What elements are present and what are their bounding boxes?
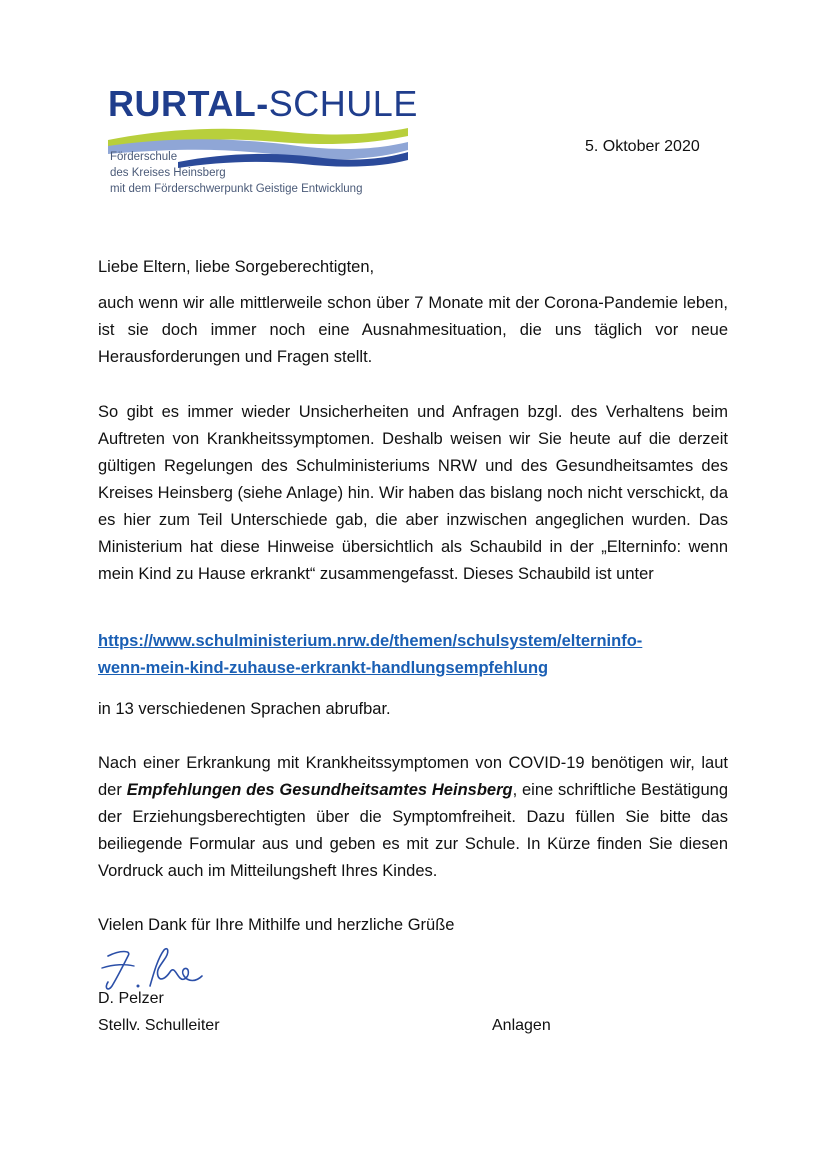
paragraph-confirmation-part-2: , eine schriftliche Bestätigung der Erziehungsberechtigten über die Symptomfreiheit. Dazu füllen Sie bitte das beiliegende Formular aus und geben es mit zur Schule. In Kürze finden Sie diesen Vordruck auch im Mitteilungsheft Ihres Kindes.: [98, 781, 728, 880]
salutation: Liebe Eltern, liebe Sorgeberechtigten,: [98, 258, 375, 276]
logo-subtitle-line-2: des Kreises Heinsberg: [110, 167, 226, 179]
ministry-link-line-1[interactable]: https://www.schulministerium.nrw.de/themen/schulsystem/elterninfo-: [98, 632, 643, 650]
school-logo: [108, 84, 418, 204]
signer-role: Stellv. Schulleiter: [98, 1017, 220, 1034]
attachments-label: Anlagen: [492, 1017, 551, 1034]
paragraph-languages: in 13 verschiedenen Sprachen abrufbar.: [98, 700, 391, 718]
letter-date: 5. Oktober 2020: [585, 138, 700, 155]
paragraph-confirmation: [98, 750, 728, 885]
paragraph-confirmation-part-1: Nach einer Erkrankung mit Krankheitssymptomen von COVID-19 benötigen wir, laut der: [98, 754, 728, 799]
logo-title: [108, 84, 418, 124]
logo-subtitle-line-1: Förderschule: [110, 151, 178, 163]
handwritten-signature: [98, 942, 208, 994]
signer-name: D. Pelzer: [98, 990, 164, 1007]
logo-subtitle-line-3: mit dem Förderschwerpunkt Geistige Entwicklung: [110, 183, 363, 195]
paragraph-regulations: So gibt es immer wieder Unsicherheiten und Anfragen bzgl. des Verhaltens beim Auftreten von Krankheitssymptomen. Deshalb weisen wir Sie heute auf die derzeit gültigen Regelungen des Schulministeriums NRW und des Gesundheitsamtes des Kreises Heinsberg (siehe Anlage) hin. Wir haben das bislang noch nicht verschickt, da es hier zum Teil Unterschiede gab, die aber inzwischen angeglichen wurden. Das Ministerium hat diese Hinweise übersichtlich als Schaubild in der „Elterninfo: wenn mein Kind zu Hause erkrankt“ zusammengefasst. Dieses Schaubild ist unter: [98, 403, 728, 583]
logo-title-light: SCHULE: [268, 83, 418, 124]
closing-greeting: Vielen Dank für Ihre Mithilfe und herzliche Grüße: [98, 916, 455, 934]
ministry-link-line-2[interactable]: wenn-mein-kind-zuhause-erkrankt-handlungsempfehlung: [98, 659, 549, 677]
health-office-emphasis: Empfehlungen des Gesundheitsamtes Heinsberg: [126, 781, 513, 799]
logo-title-bold: RURTAL-: [108, 83, 269, 124]
ministry-link[interactable]: [98, 628, 728, 682]
paragraph-intro: auch wenn wir alle mittlerweile schon über 7 Monate mit der Corona-Pandemie leben, ist sie doch immer noch eine Ausnahmesituation, die uns täglich vor neue Herausforderungen und Fragen stellt.: [98, 294, 728, 366]
